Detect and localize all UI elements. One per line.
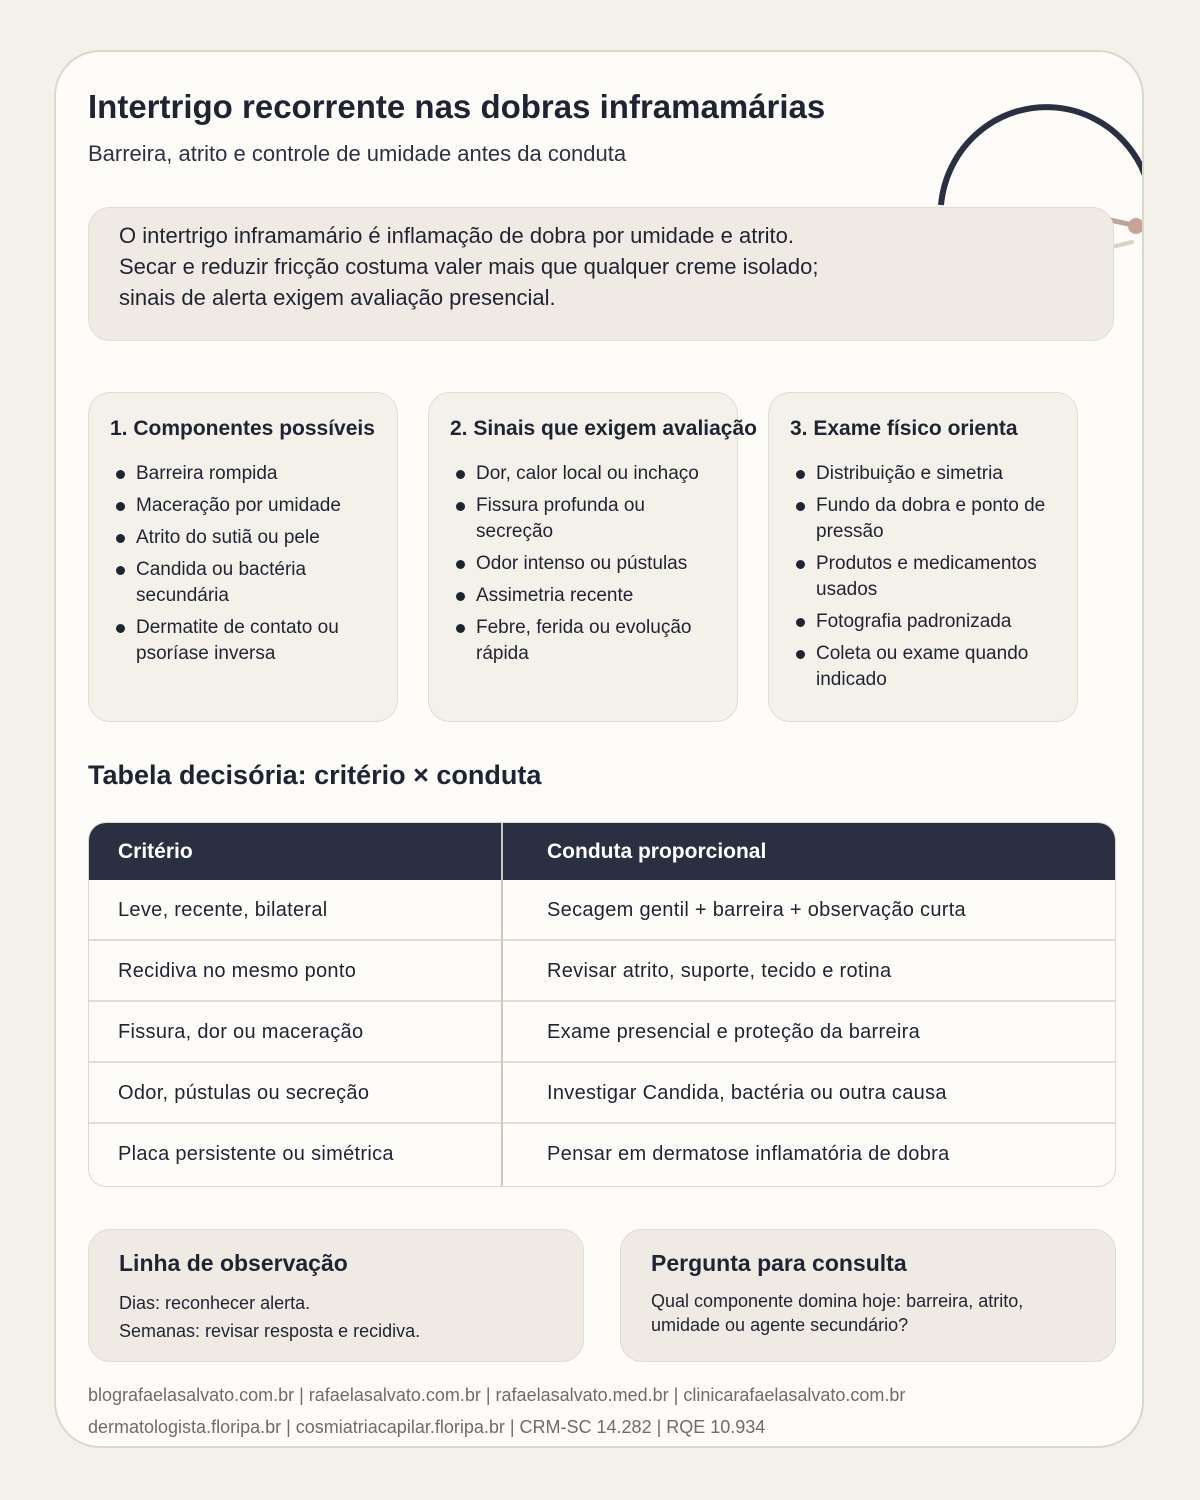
list-item: Coleta ou exame quando indicado [790, 641, 1077, 693]
table-row [89, 880, 1115, 941]
table-cell: Revisar atrito, suporte, tecido e rotina [547, 960, 892, 982]
question-panel [620, 1229, 1116, 1362]
physical-exam-box [768, 392, 1078, 722]
table-row [89, 1124, 1115, 1185]
table-row [89, 941, 1115, 1002]
observation-panel [88, 1229, 584, 1362]
table-cell: Odor, pústulas ou secreção [118, 1082, 370, 1104]
list-item: Maceração por umidade [110, 493, 397, 519]
footer-links: blografaelasalvato.com.br | rafaelasalvato.com.br | rafaelasalvato.med.br | clinicarafaelasalvato.com.br [88, 1385, 906, 1405]
table-cell: Pensar em dermatose inflamatória de dobra [547, 1143, 950, 1165]
infographic-card [54, 50, 1144, 1448]
observation-line: Dias: reconhecer alerta. [119, 1293, 311, 1313]
table-cell: Exame presencial e proteção da barreira [547, 1021, 921, 1043]
table-cell: Secagem gentil + barreira + observação curta [547, 899, 966, 921]
list-item: Atrito do sutiã ou pele [110, 525, 397, 551]
components-list [110, 461, 397, 667]
intro-line: O intertrigo inframamário é inflamação de dobra por umidade e atrito. [119, 223, 795, 248]
column-header-conduta: Conduta proporcional [547, 840, 767, 863]
intro-line: sinais de alerta exigem avaliação presencial. [119, 285, 556, 310]
list-item: Candida ou bactéria secundária [110, 557, 397, 609]
question-line: Qual componente domina hoje: barreira, atrito, [651, 1291, 1024, 1311]
page-title: Intertrigo recorrente nas dobras inframamárias [88, 88, 826, 125]
table-cell: Fissura, dor ou maceração [118, 1021, 364, 1043]
table-header [89, 823, 1115, 880]
intro-line: Secar e reduzir fricção costuma valer mais que qualquer creme isolado; [119, 254, 819, 279]
intro-panel [88, 207, 1114, 341]
column-divider [501, 823, 503, 1186]
list-item: Fotografia padronizada [790, 609, 1077, 635]
list-item: Barreira rompida [110, 461, 397, 487]
table-row [89, 1002, 1115, 1063]
list-item: Distribuição e simetria [790, 461, 1077, 487]
list-item: Fundo da dobra e ponto de pressão [790, 493, 1077, 545]
list-item: Dor, calor local ou inchaço [450, 461, 737, 487]
table-title: Tabela decisória: critério × conduta [88, 760, 542, 790]
decision-table [88, 822, 1116, 1187]
table-row [89, 1063, 1115, 1124]
warning-signs-list [450, 461, 737, 667]
list-item: Odor intenso ou pústulas [450, 551, 737, 577]
table-cell: Placa persistente ou simétrica [118, 1143, 394, 1165]
list-item: Fissura profunda ou secreção [450, 493, 737, 545]
column-header-criterio: Critério [118, 840, 193, 863]
box-heading: 1. Componentes possíveis [110, 417, 375, 440]
box-heading: 2. Sinais que exigem avaliação [450, 417, 757, 440]
table-cell: Investigar Candida, bactéria ou outra causa [547, 1082, 947, 1104]
components-box [88, 392, 398, 722]
question-line: umidade ou agente secundário? [651, 1315, 909, 1335]
page-subtitle: Barreira, atrito e controle de umidade antes da conduta [88, 141, 627, 166]
question-heading: Pergunta para consulta [651, 1250, 907, 1276]
table-cell: Recidiva no mesmo ponto [118, 960, 357, 982]
warning-signs-box [428, 392, 757, 722]
footer-credentials: dermatologista.floripa.br | cosmiatriacapilar.floripa.br | CRM-SC 14.282 | RQE 10.934 [88, 1417, 766, 1437]
list-item: Dermatite de contato ou psoríase inversa [110, 615, 397, 667]
physical-exam-list [790, 461, 1077, 693]
list-item: Assimetria recente [450, 583, 737, 609]
list-item: Febre, ferida ou evolução rápida [450, 615, 737, 667]
table-cell: Leve, recente, bilateral [118, 899, 328, 921]
list-item: Produtos e medicamentos usados [790, 551, 1077, 603]
observation-heading: Linha de observação [119, 1250, 348, 1276]
box-heading: 3. Exame físico orienta [790, 417, 1018, 440]
observation-line: Semanas: revisar resposta e recidiva. [119, 1321, 421, 1341]
